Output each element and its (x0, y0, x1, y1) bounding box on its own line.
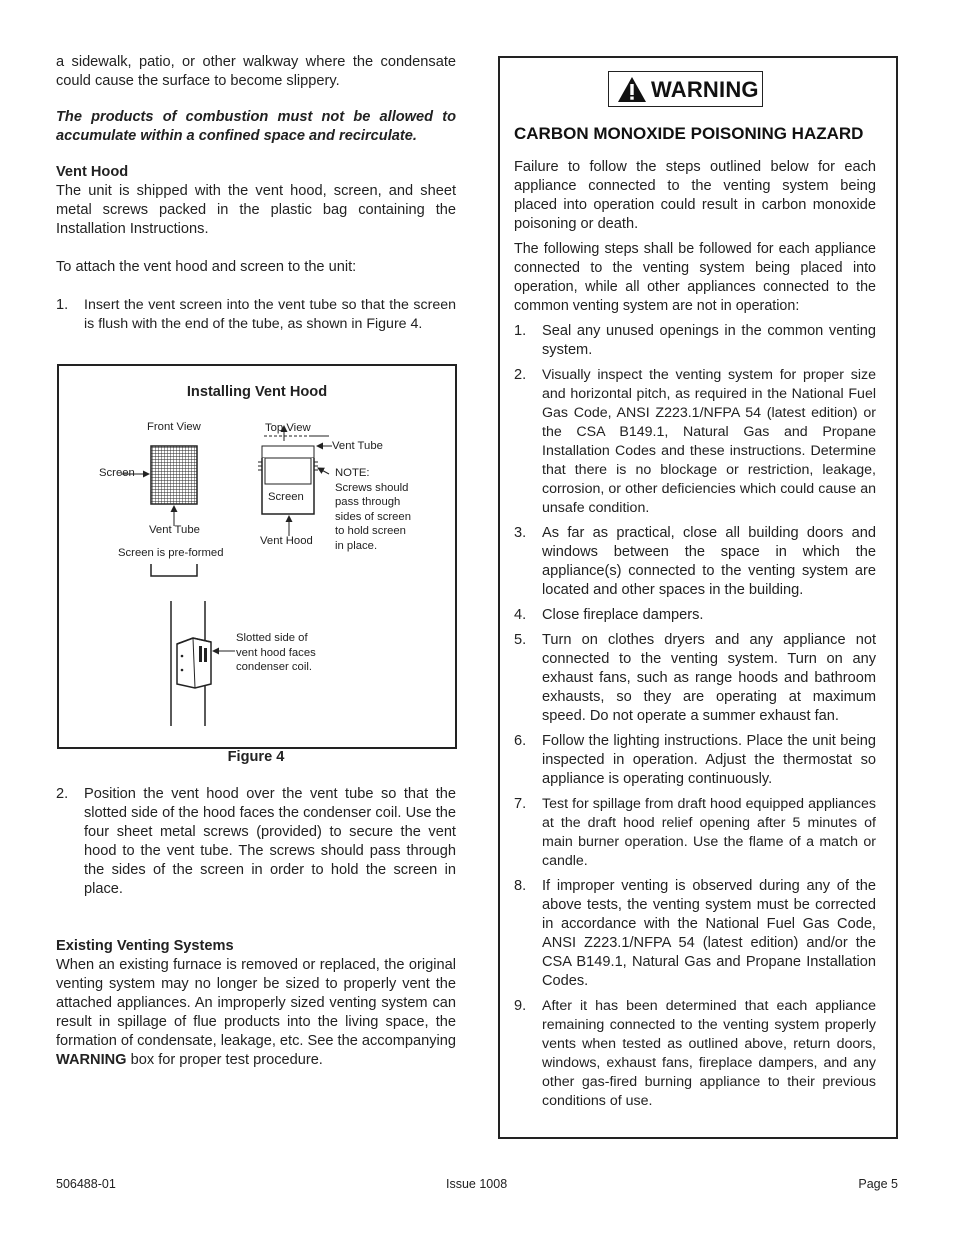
warning-body (514, 158, 876, 1117)
warning-steps-list (514, 322, 876, 1111)
list-item: 4. Close fireplace dampers. (514, 607, 704, 623)
note-label: NOTE: Screws should pass through sides of screen to hold screen in place. (335, 467, 411, 552)
top-view-label: Top View (265, 422, 311, 434)
vent-tube-top-label: Vent Tube (332, 440, 383, 452)
vent-hood-label: Vent Hood (260, 535, 313, 547)
step-text: Insert the vent screen into the vent tube so that the screen is flush with the end of the tube, as shown in Figure 4. (84, 297, 456, 332)
left-column-lower (56, 785, 456, 1070)
warning-title: CARBON MONOXIDE POISONING HAZARD (514, 124, 864, 143)
warning-badge-text: WARNING (651, 76, 759, 102)
list-item: 3. As far as practical, close all building doors and windows between the space in which the appliance(s) connected to the venting system are located and other spaces in the building. (514, 525, 876, 598)
footer-issue: Issue 1008 (446, 1177, 508, 1191)
front-view-label: Front View (147, 421, 201, 433)
slotted-side-label: Slotted side of vent hood faces condenser coil. (236, 632, 316, 673)
footer-doc-number: 506488-01 (56, 1177, 116, 1191)
existing-venting-heading: Existing Venting Systems (56, 938, 234, 954)
vent-hood-heading: Vent Hood (56, 164, 129, 180)
list-item: 2. Visually inspect the venting system for proper size and horizontal pitch, as required in the National Fuel Gas Code, ANSI Z223.1/NFPA 54 (latest edition) or the CSA B149.1, Natural Gas and Propane Installation Codes and these instructions. Determine that there is no blockage or restriction, leakage, corrosion, or other deficiencies which could cause an unsafe condition. (514, 367, 876, 516)
list-item: 5. Turn on clothes dryers and any appliance not connected to the venting system. Turn on any exhaust fans, such as range hoods and bathroom exhausts, so they are operating at maximum speed. Do not operate a summer exhaust fan. (514, 632, 876, 724)
step-number: 1. (56, 297, 69, 313)
list-item (56, 296, 456, 334)
paragraph-existing-venting: When an existing furnace is removed or replaced, the original venting system may no longer be sized to properly vent the attached appliances. An improperly sized venting system can result in spillage of flue products into the living space, the formation of condensate, leakage, etc. See the accompanying WARNING box for proper test procedure. (56, 957, 456, 1068)
list-item: 8. If improper venting is observed during any of the above tests, the venting system must be corrected in accordance with the National Fuel Gas Code, ANSI Z223.1/NFPA 54 (latest edition) and/or the CSA B149.1, Natural Gas and Propane Installation Codes. (514, 878, 876, 989)
warning-triangle-icon (617, 76, 647, 103)
combustion-caution: The products of combustion must not be allowed to accumulate within a confined space and recirculate. (56, 109, 456, 144)
list-item: 6. Follow the lighting instructions. Place the unit being inspected in operation. Adjust the thermostat so appliance is operating continuously. (514, 733, 876, 787)
preformed-screen-bracket (151, 564, 197, 576)
list-item (56, 785, 456, 899)
vent-tube-front-label: Vent Tube (149, 524, 200, 536)
figure-installing-vent-hood (57, 364, 457, 749)
preformed-label: Screen is pre-formed (118, 547, 224, 559)
screen-label: Screen (99, 467, 135, 479)
warning-reference: WARNING (56, 1052, 127, 1068)
steps-list-1 (56, 296, 456, 334)
list-item: 7. Test for spillage from draft hood equipped appliances at the draft hood relief opening after 5 minutes of main burner operation. Use the flame of a match or candle. (514, 796, 876, 869)
list-item: 1. Seal any unused openings in the common venting system. (514, 323, 876, 358)
paragraph-shipped: The unit is shipped with the vent hood, screen, and sheet metal screws packed in the plastic bag containing the Installation Instructions. (56, 183, 456, 237)
paragraph-attach: To attach the vent hood and screen to the unit: (56, 259, 357, 275)
figure-caption: Figure 4 (227, 749, 285, 765)
front-view-screen-graphic (121, 446, 197, 526)
warning-box (498, 56, 898, 1139)
screen-inner-label: Screen (268, 491, 304, 503)
side-view-graphic (171, 601, 235, 726)
warning-intro: Failure to follow the steps outlined below for each appliance connected to the venting system being placed into operation could result in carbon monoxide poisoning or death. (514, 159, 876, 232)
list-item: 9. After it has been determined that each appliance remaining connected to the venting system properly vents when tested as outlined above, return doors, windows, exhaust fans, fireplace dampers, and any other gas-fired burning appliance to their previous conditions of use. (514, 998, 876, 1109)
left-column (56, 53, 456, 334)
steps-list-2 (56, 785, 456, 899)
figure-title: Installing Vent Hood (186, 384, 328, 400)
step-text: Position the vent hood over the vent tube so that the slotted side of the hood faces the condenser coil. Use the four sheet metal screws (provided) to secure the vent hood to the vent tube. The screws should pass through the sides of the screen in order to hold the screen in place. (84, 786, 456, 897)
paragraph-walkway: a sidewalk, patio, or other walkway where the condensate could cause the surface to become slippery. (56, 54, 456, 89)
warning-badge (608, 71, 763, 107)
warning-instructions: The following steps shall be followed for each appliance connected to the venting system being placed into operation, while all other appliances connected to the common venting system are not in operation: (514, 241, 876, 314)
top-view-graphic (258, 426, 332, 536)
footer-page-number: Page 5 (858, 1177, 898, 1191)
step-number: 2. (56, 786, 69, 802)
